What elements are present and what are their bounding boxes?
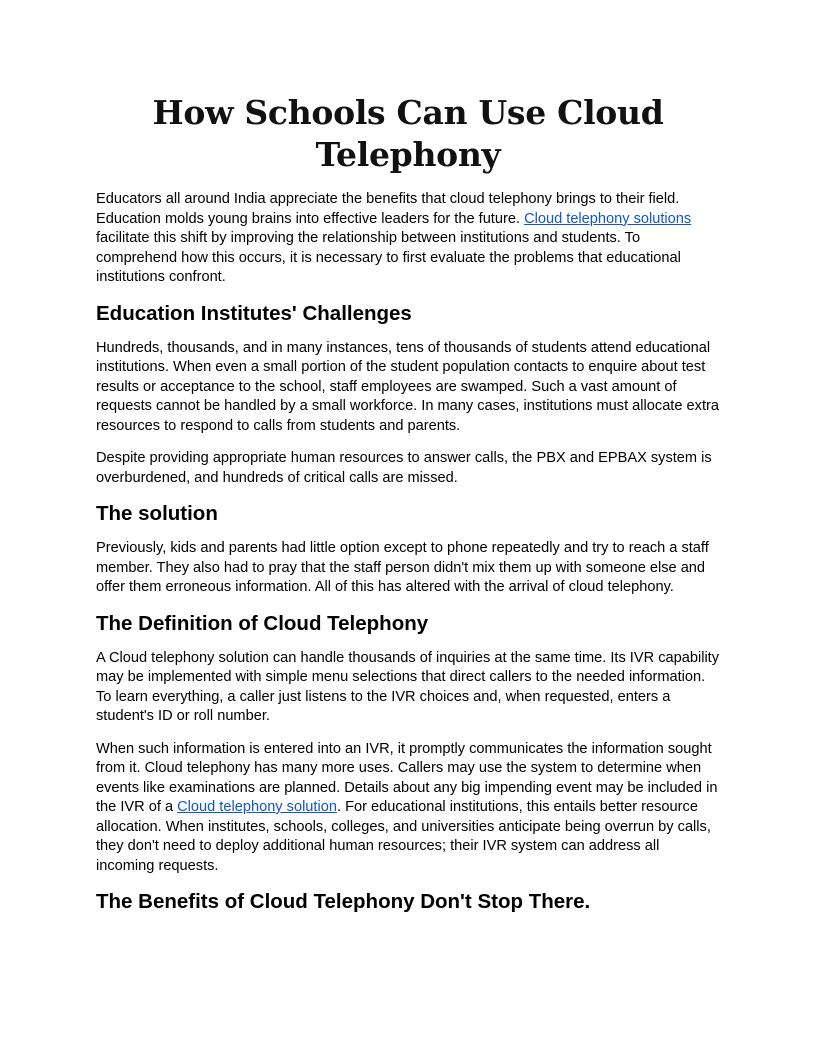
definition-heading: The Definition of Cloud Telephony xyxy=(96,611,429,635)
cloud-telephony-solution-link[interactable]: Cloud telephony solution xyxy=(177,799,337,815)
intro-paragraph xyxy=(96,190,720,288)
definition-paragraph-2 xyxy=(96,740,720,877)
cloud-telephony-solutions-link[interactable]: Cloud telephony solutions xyxy=(524,210,692,227)
challenges-paragraph-1: Hundreds, thousands, and in many instances, tens of thousands of students attend educational institutions. When even a small portion of the student population contacts to enquire about test results or acceptance to the school, staff employees are swamped. Such a vast amount of requests cannot be handled by a small workforce. In many cases, institutions must allocate extra resources to respond to calls from students and parents. xyxy=(96,339,719,434)
intro-text-1: Educators all around India appreciate the benefits that cloud telephony brings to their field. Education molds young brains into effective leaders for the future. xyxy=(96,191,680,227)
definition-paragraph-1: A Cloud telephony solution can handle thousands of inquiries at the same time. Its IVR capability may be implemented with simple menu selections that direct callers to the needed information. To learn everything, a caller just listens to the IVR choices and, when requested, enters a student's ID or roll number. xyxy=(96,649,720,724)
challenges-paragraph-2: Despite providing appropriate human resources to answer calls, the PBX and EPBAX system is overburdened, and hundreds of critical calls are missed. xyxy=(96,450,712,486)
definition-p2-text-2: . For educational institutions, this entails better resource allocation. When institutes, schools, colleges, and universities anticipate being overrun by calls, they don't need to deploy additional human resources; their IVR system can address all incoming requests. xyxy=(96,799,711,874)
challenges-heading: Education Institutes' Challenges xyxy=(96,301,412,325)
document-page xyxy=(96,92,720,927)
definition-p2-text-1: When such information is entered into an IVR, it promptly communicates the information sought from it. Cloud telephony has many more uses. Callers may use the system to determine when events like examinations are planned. Details about any big impending event may be included in the IVR of a xyxy=(96,740,718,815)
intro-text-2: facilitate this shift by improving the relationship between institutions and students. To comprehend how this occurs, it is necessary to first evaluate the problems that educational institutions confront. xyxy=(96,230,681,285)
benefits-heading: The Benefits of Cloud Telephony Don't Stop There. xyxy=(96,890,591,913)
page-title: How Schools Can Use Cloud Telephony xyxy=(152,93,664,174)
solution-heading: The solution xyxy=(96,502,218,525)
solution-paragraph: Previously, kids and parents had little option except to phone repeatedly and try to reach a staff member. They also had to pray that the staff person didn't mix them up with someone else and offer them erroneous information. All of this has altered with the arrival of cloud telephony. xyxy=(96,540,709,595)
